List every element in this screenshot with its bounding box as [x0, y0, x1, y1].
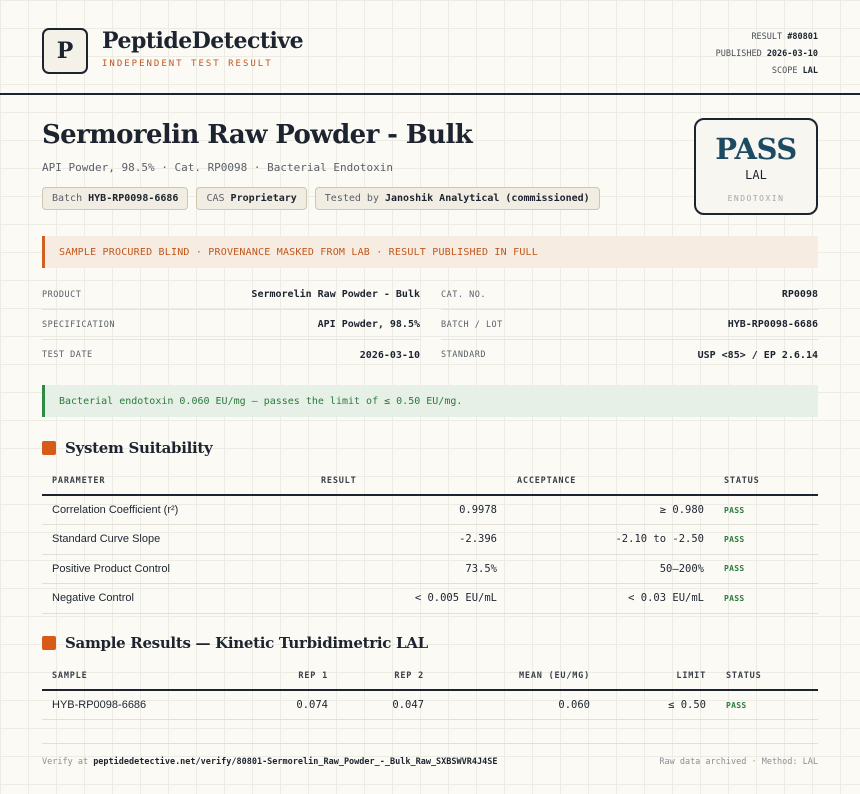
- column-header: PARAMETER: [42, 467, 311, 495]
- info-label: STANDARD: [441, 350, 486, 360]
- info-label: CAT. NO.: [441, 289, 486, 300]
- result-number: #80801: [787, 32, 818, 42]
- chip-value: Janoshik Analytical (commissioned): [385, 193, 590, 204]
- chip-value: Proprietary: [230, 193, 297, 204]
- status-badge: PASS: [714, 525, 818, 555]
- info-value: API Powder, 98.5%: [317, 319, 420, 330]
- parameter-cell: Negative Control: [42, 584, 311, 614]
- sample-cell: HYB-RP0098-6686: [42, 690, 242, 720]
- cas-chip: [196, 187, 306, 210]
- scope-label: SCOPE: [771, 66, 798, 76]
- acceptance-cell: -2.10 to -2.50: [507, 525, 714, 555]
- info-row: [441, 340, 818, 370]
- table-row: [42, 690, 818, 720]
- chip-value: HYB-RP0098-6686: [88, 193, 179, 204]
- info-value: Sermorelin Raw Powder - Bulk: [251, 289, 420, 300]
- info-row: [42, 340, 420, 370]
- table-header-row: [42, 467, 818, 495]
- result-label: RESULT: [751, 32, 783, 42]
- info-row: [441, 310, 818, 340]
- column-header: STATUS: [714, 467, 818, 495]
- suitability-heading: [42, 439, 212, 457]
- product-title: Sermorelin Raw Powder - Bulk: [42, 120, 473, 150]
- result-meta: [716, 29, 818, 80]
- result-summary: [42, 385, 818, 417]
- summary-text: Bacterial endotoxin 0.060 EU/mg — passes the limit of ≤ 0.50 EU/mg.: [59, 395, 463, 407]
- column-header: REP 2: [338, 662, 434, 690]
- table-header-row: [42, 662, 818, 690]
- footer-divider: [42, 743, 818, 744]
- result-cell: -2.396: [311, 525, 507, 555]
- chip-label: CAS: [206, 193, 225, 204]
- info-grid-left: [42, 280, 420, 370]
- section-title: System Suitability: [65, 439, 213, 457]
- rep2-cell: 0.047: [338, 690, 434, 720]
- info-grid-right: [441, 280, 818, 370]
- info-value: 2026-03-10: [359, 349, 420, 361]
- table-row: [42, 554, 818, 584]
- result-cell: 0.9978: [311, 495, 507, 525]
- section-marker-icon: [42, 441, 56, 455]
- column-header: REP 1: [242, 662, 338, 690]
- status-badge: PASS: [714, 554, 818, 584]
- report-header: [0, 0, 860, 95]
- mean-cell: 0.060: [434, 690, 600, 720]
- info-value: USP <85> / EP 2.6.14: [697, 349, 818, 361]
- info-value: HYB-RP0098-6686: [727, 319, 818, 330]
- column-header: LIMIT: [600, 662, 716, 690]
- info-value: RP0098: [781, 289, 818, 300]
- rep1-cell: 0.074: [242, 690, 338, 720]
- info-label: BATCH / LOT: [441, 319, 503, 330]
- section-marker-icon: [42, 636, 56, 650]
- product-subtitle: API Powder, 98.5% · Cat. RP0098 · Bacterial Endotoxin: [42, 161, 393, 174]
- verdict-type: ENDOTOXIN: [727, 194, 785, 203]
- result-cell: < 0.005 EU/mL: [311, 584, 507, 614]
- column-header: RESULT: [311, 467, 507, 495]
- logo: [42, 28, 88, 74]
- parameter-cell: Standard Curve Slope: [42, 525, 311, 555]
- chip-label: Tested by: [324, 193, 379, 204]
- footer-note: Raw data archived · Method: LAL: [659, 757, 818, 767]
- verdict-word: PASS: [715, 132, 797, 166]
- info-label: PRODUCT: [42, 289, 82, 300]
- column-header: SAMPLE: [42, 662, 242, 690]
- verdict-method: LAL: [745, 168, 767, 182]
- provenance-notice: [42, 236, 818, 268]
- notice-text: SAMPLE PROCURED BLIND · PROVENANCE MASKED FROM LAB · RESULT PUBLISHED IN FULL: [59, 246, 538, 258]
- acceptance-cell: < 0.03 EU/mL: [507, 584, 714, 614]
- status-badge: PASS: [714, 495, 818, 525]
- parameter-cell: Correlation Coefficient (r²): [42, 495, 311, 525]
- column-header: ACCEPTANCE: [507, 467, 714, 495]
- table-row: [42, 584, 818, 614]
- verify-line: [42, 757, 497, 767]
- sample-results-table: [42, 662, 818, 720]
- logo-letter: P: [56, 38, 74, 64]
- published-date: 2026-03-10: [766, 49, 818, 59]
- verify-label: Verify at: [42, 757, 89, 767]
- info-label: TEST DATE: [42, 350, 93, 360]
- suitability-table: [42, 467, 818, 614]
- verdict-card: [694, 118, 818, 215]
- brand-name: PeptideDetective: [102, 28, 304, 54]
- info-row: [441, 280, 818, 310]
- scope-value: LAL: [802, 66, 818, 76]
- column-header: STATUS: [716, 662, 818, 690]
- table-row: [42, 495, 818, 525]
- brand-tagline: INDEPENDENT TEST RESULT: [102, 59, 273, 69]
- info-label: SPECIFICATION: [42, 319, 116, 330]
- tested-by-chip: [315, 187, 600, 210]
- table-row: [42, 525, 818, 555]
- info-row: [42, 280, 420, 310]
- section-title: Sample Results — Kinetic Turbidimetric LAL: [65, 634, 428, 652]
- verify-link[interactable]: peptidedetective.net/verify/80801-Sermorelin_Raw_Powder_-_Bulk_Raw_SXBSWVR4J4SE: [93, 757, 498, 767]
- published-label: PUBLISHED: [715, 49, 762, 59]
- status-badge: PASS: [716, 690, 818, 720]
- info-row: [42, 310, 420, 340]
- batch-chip: [42, 187, 188, 210]
- parameter-cell: Positive Product Control: [42, 554, 311, 584]
- chip-label: Batch: [52, 193, 83, 204]
- result-cell: 73.5%: [311, 554, 507, 584]
- acceptance-cell: ≥ 0.980: [507, 495, 714, 525]
- product-chips: [42, 187, 600, 210]
- limit-cell: ≤ 0.50: [600, 690, 716, 720]
- acceptance-cell: 50–200%: [507, 554, 714, 584]
- sample-results-heading: [42, 634, 428, 652]
- column-header: MEAN (EU/MG): [434, 662, 600, 690]
- status-badge: PASS: [714, 584, 818, 614]
